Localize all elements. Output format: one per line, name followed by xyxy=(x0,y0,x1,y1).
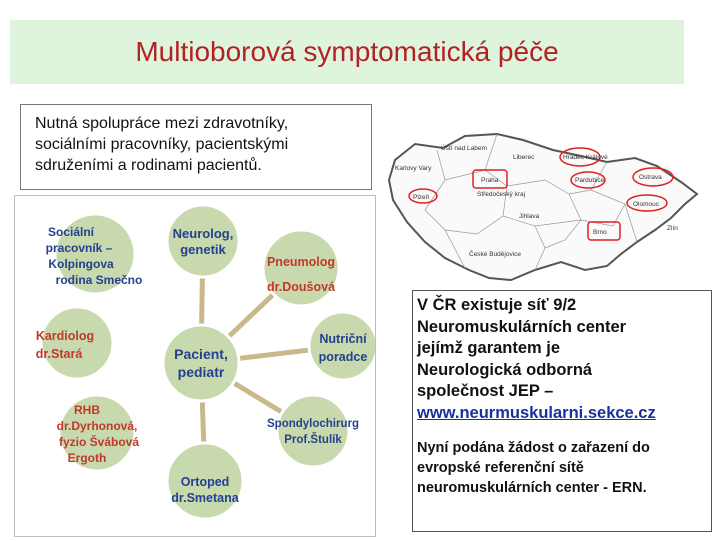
ortoped-label-1: Ortoped xyxy=(180,475,230,489)
map-place-hradec: Hradec Králové xyxy=(563,154,608,161)
nutricni-node xyxy=(309,312,375,380)
center-label-2: pediatr xyxy=(177,364,225,380)
intro-textbox xyxy=(20,104,372,190)
rhb-label-3: fyzio Švábová xyxy=(58,435,140,449)
neurolog-label-1: Neurolog, xyxy=(172,226,234,241)
intro-line: sdruženími a rodinami pacientů. xyxy=(35,157,262,174)
social-label-3: Kolpingova xyxy=(48,257,114,271)
map-place-karlovy-vary: Karlovy Vary xyxy=(395,165,432,172)
map-place-liberec: Liberec xyxy=(513,154,535,161)
map-place-brno: Brno xyxy=(593,229,607,236)
map-place-pardubice: Pardubice xyxy=(575,177,605,184)
ern-request-line: neuromuskulárních center - ERN. xyxy=(417,480,647,496)
kardiolog-label-2: dr.Stará xyxy=(35,347,83,361)
map-place-praha: Praha xyxy=(481,177,499,184)
intro-line: sociálními pracovníky, pacientskými xyxy=(35,136,289,153)
map-place-stredocesky: Středočeský kraj xyxy=(477,191,526,198)
neurolog-node xyxy=(167,205,239,277)
rhb-label-4: Ergoth xyxy=(67,451,107,465)
cz-network-line: společnost JEP – xyxy=(417,382,554,400)
cz-network-text xyxy=(417,295,705,424)
care-team-diagram xyxy=(14,195,376,537)
ortoped-label-2: dr.Smetana xyxy=(171,491,239,505)
spondylo-label-2: Prof.Štulík xyxy=(284,434,342,446)
rhb-label-1: RHB xyxy=(74,403,100,417)
social-label-2: pracovník – xyxy=(45,241,113,255)
map-place-olomouc: Olomouc xyxy=(633,201,660,208)
social-label-4: rodina Smečno xyxy=(55,273,143,287)
care-team-diagram-svg xyxy=(15,196,375,536)
kardiolog-label-1: Kardiolog xyxy=(35,329,95,343)
center-label-1: Pacient, xyxy=(174,346,228,362)
title-banner xyxy=(10,20,684,84)
pneumolog-label-2: dr.Doušová xyxy=(266,280,336,294)
rhb-label-2: dr.Dyrhonová, xyxy=(56,419,138,433)
nutricni-label-1: Nutriční xyxy=(319,332,367,346)
czech-regions-map xyxy=(385,130,705,290)
cz-network-line: Neurologická odborná xyxy=(417,360,593,379)
czech-map-svg xyxy=(385,130,705,290)
map-place-usti: Ústí nad Labem xyxy=(441,145,487,152)
map-place-ostrava: Ostrava xyxy=(639,174,662,181)
intro-line: Nutná spolupráce mezi zdravotníky, xyxy=(35,115,289,132)
spondylo-label-1: Spondylochirurg xyxy=(267,418,359,430)
map-place-zlin: Zlín xyxy=(667,225,678,232)
map-place-ceske-budejovice: České Budějovice xyxy=(469,251,522,258)
cz-network-line: Neuromuskulárních center xyxy=(417,317,627,336)
ern-request-line: Nyní podána žádost o zařazení do xyxy=(417,440,650,456)
cz-network-line: V ČR existuje síť 9/2 xyxy=(417,296,577,314)
map-place-plzen: Plzeň xyxy=(413,194,430,201)
pneumolog-label-1: Pneumolog xyxy=(266,255,336,269)
page-title: Multioborová symptomatická péče xyxy=(135,36,559,67)
ern-request-text xyxy=(417,438,705,498)
center-node xyxy=(163,325,239,401)
cz-network-textbox xyxy=(412,290,712,532)
neurolog-label-2: genetik xyxy=(180,242,226,257)
ern-request-line: evropské referenční sítě xyxy=(417,460,584,476)
intro-text xyxy=(35,113,363,176)
spondylo-node xyxy=(277,395,349,467)
society-website-link[interactable]: www.neurmuskularni.sekce.cz xyxy=(417,403,656,422)
social-label-1: Sociální xyxy=(47,225,95,239)
cz-network-line: jejímž garantem je xyxy=(417,339,561,357)
nutricni-label-2: poradce xyxy=(318,350,368,364)
map-place-jihlava: Jihlava xyxy=(519,213,540,220)
kardiolog-node xyxy=(41,307,113,379)
